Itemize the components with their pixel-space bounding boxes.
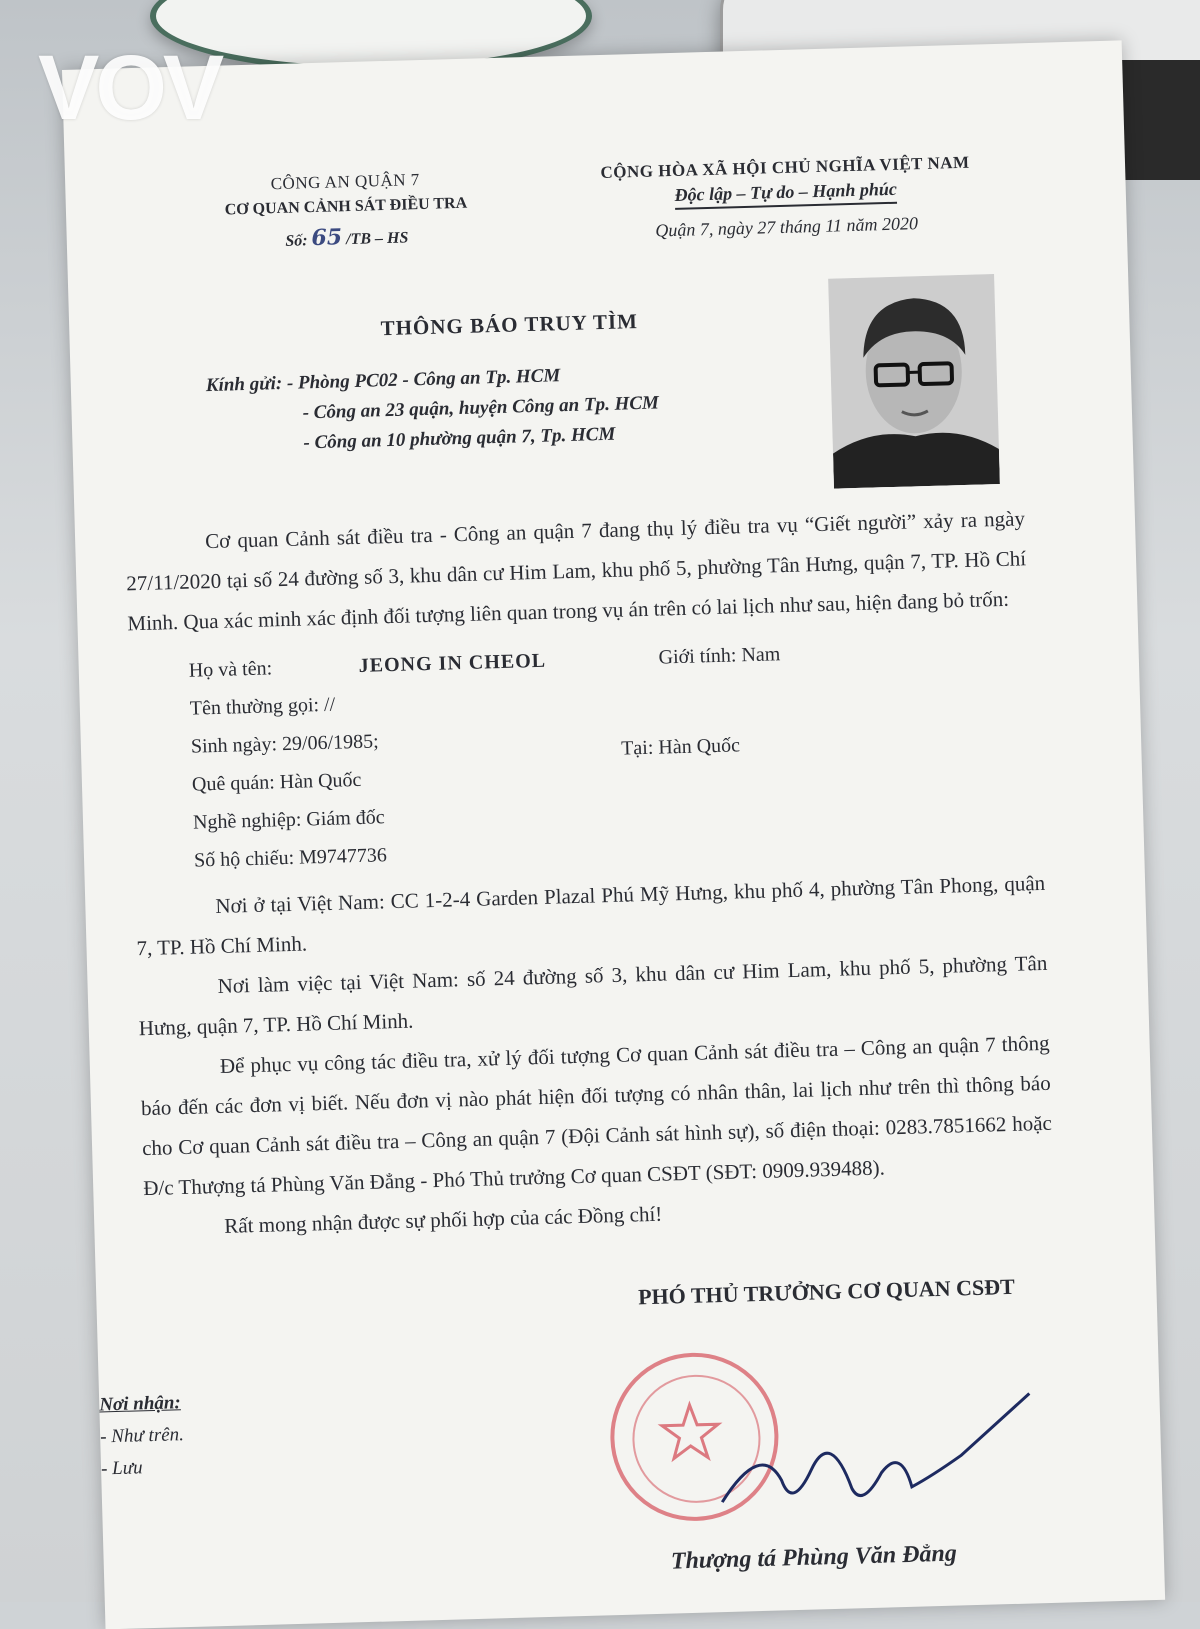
doc-number-prefix: Số: <box>285 232 308 250</box>
receiver-1: - Như trên. <box>100 1419 185 1453</box>
suspect-photo <box>828 274 1000 489</box>
name-value: JEONG IN CHEOL <box>358 642 546 685</box>
closing-text: Rất mong nhận được sự phối hợp của các Đồng chí! <box>144 1183 1055 1248</box>
intro-text: Cơ quan Cảnh sát điều tra - Công an quận 7 đang thụ lý điều tra vụ “Giết người” xảy ra ngày 27/11/2020 tại số 24 đường số 3, khu dân cư Him Lam, khu phố 5, phường Tân Hưng, quận 7, TP. Hồ Chí Minh. Qua xác minh xác định đối tượng liên quan trong vụ án trên có lai lịch như sau, hiện đang bỏ trốn: <box>125 498 1028 643</box>
alias: Tên thường gọi: // <box>189 686 335 728</box>
birthplace: Tại: Hàn Quốc <box>621 726 741 767</box>
dob: Sinh ngày: 29/06/1985; <box>190 722 379 765</box>
residence-text: Nơi ở tại Việt Nam: CC 1-2-4 Garden Plazal Phú Mỹ Hưng, khu phố 4, phường Tân Phong, quận 7, TP. Hồ Chí Minh. <box>135 863 1047 968</box>
vov-watermark: VOV <box>38 36 220 141</box>
name-label: Họ và tên: <box>188 649 272 689</box>
recipient-3: - Công an 10 phường quận 7, Tp. HCM <box>207 418 660 461</box>
receivers-head: Nơi nhận: <box>99 1387 184 1421</box>
recipient-2: - Công an 23 quận, huyện Công an Tp. HCM <box>206 388 659 431</box>
recipient-1: Kính gửi: - Phòng PC02 - Công an Tp. HCM <box>205 358 658 401</box>
passport: Số hộ chiếu: M9747736 <box>194 836 388 879</box>
agency-line: CÔNG AN QUẬN 7 <box>165 167 525 197</box>
hometown: Quê quán: Hàn Quốc <box>191 761 361 804</box>
request-text: Để phục vụ công tác điều tra, xử lý đối tượng Cơ quan Cảnh sát điều tra – Công an quận 7 thông báo đến các đơn vị biết. Nếu đơn vị nào phát hiện đối tượng có nhân thân, lai lịch như trên thì thông báo cho Cơ quan Cảnh sát điều tra – Công an quận 7 (Đội Cảnh sát hình sự), số điện thoại: 0283.7851662 hoặc Đ/c Thượng tá Phùng Văn Đẳng - Phó Thủ trưởng Cơ quan CSĐT (SĐT: 0909.939488). <box>139 1023 1053 1208</box>
gender: Giới tính: Nam <box>658 635 781 676</box>
suspect-fields <box>188 629 1014 880</box>
doc-number <box>166 219 527 255</box>
signer-name: Thượng tá Phùng Văn Đẳng <box>624 1539 1005 1577</box>
signer-title: PHÓ THỦ TRƯỞNG CƠ QUAN CSĐT <box>566 1272 1087 1313</box>
signature <box>699 1373 1043 1542</box>
doc-number-suffix: /TB – HS <box>346 229 409 248</box>
document-paper <box>62 40 1165 1629</box>
motto-line: Độc lập – Tự do – Hạnh phúc <box>674 179 897 210</box>
intro-paragraph <box>125 498 1028 643</box>
receivers <box>99 1387 185 1485</box>
receiver-2: - Lưu <box>101 1451 186 1485</box>
header-left <box>165 167 527 255</box>
doc-date: Quận 7, ngày 27 tháng 11 năm 2020 <box>556 210 1016 244</box>
page-title: THÔNG BÁO TRUY TÌM <box>239 305 779 345</box>
job: Nghề nghiệp: Giám đốc <box>193 798 386 841</box>
workplace-text: Nơi làm việc tại Việt Nam: số 24 đường số 3, khu dân cư Him Lam, khu phố 5, phường Tân Hưng, quận 7, TP. Hồ Chí Minh. <box>137 943 1049 1048</box>
recipients <box>205 358 660 461</box>
agency-sub-line: CƠ QUAN CẢNH SÁT ĐIỀU TRA <box>166 193 526 221</box>
doc-number-hand: 65 <box>311 224 342 251</box>
country-line: CỘNG HÒA XÃ HỘI CHỦ NGHĨA VIỆT NAM <box>555 151 1015 184</box>
details-paragraphs <box>135 863 1055 1248</box>
header-right <box>555 151 1017 244</box>
